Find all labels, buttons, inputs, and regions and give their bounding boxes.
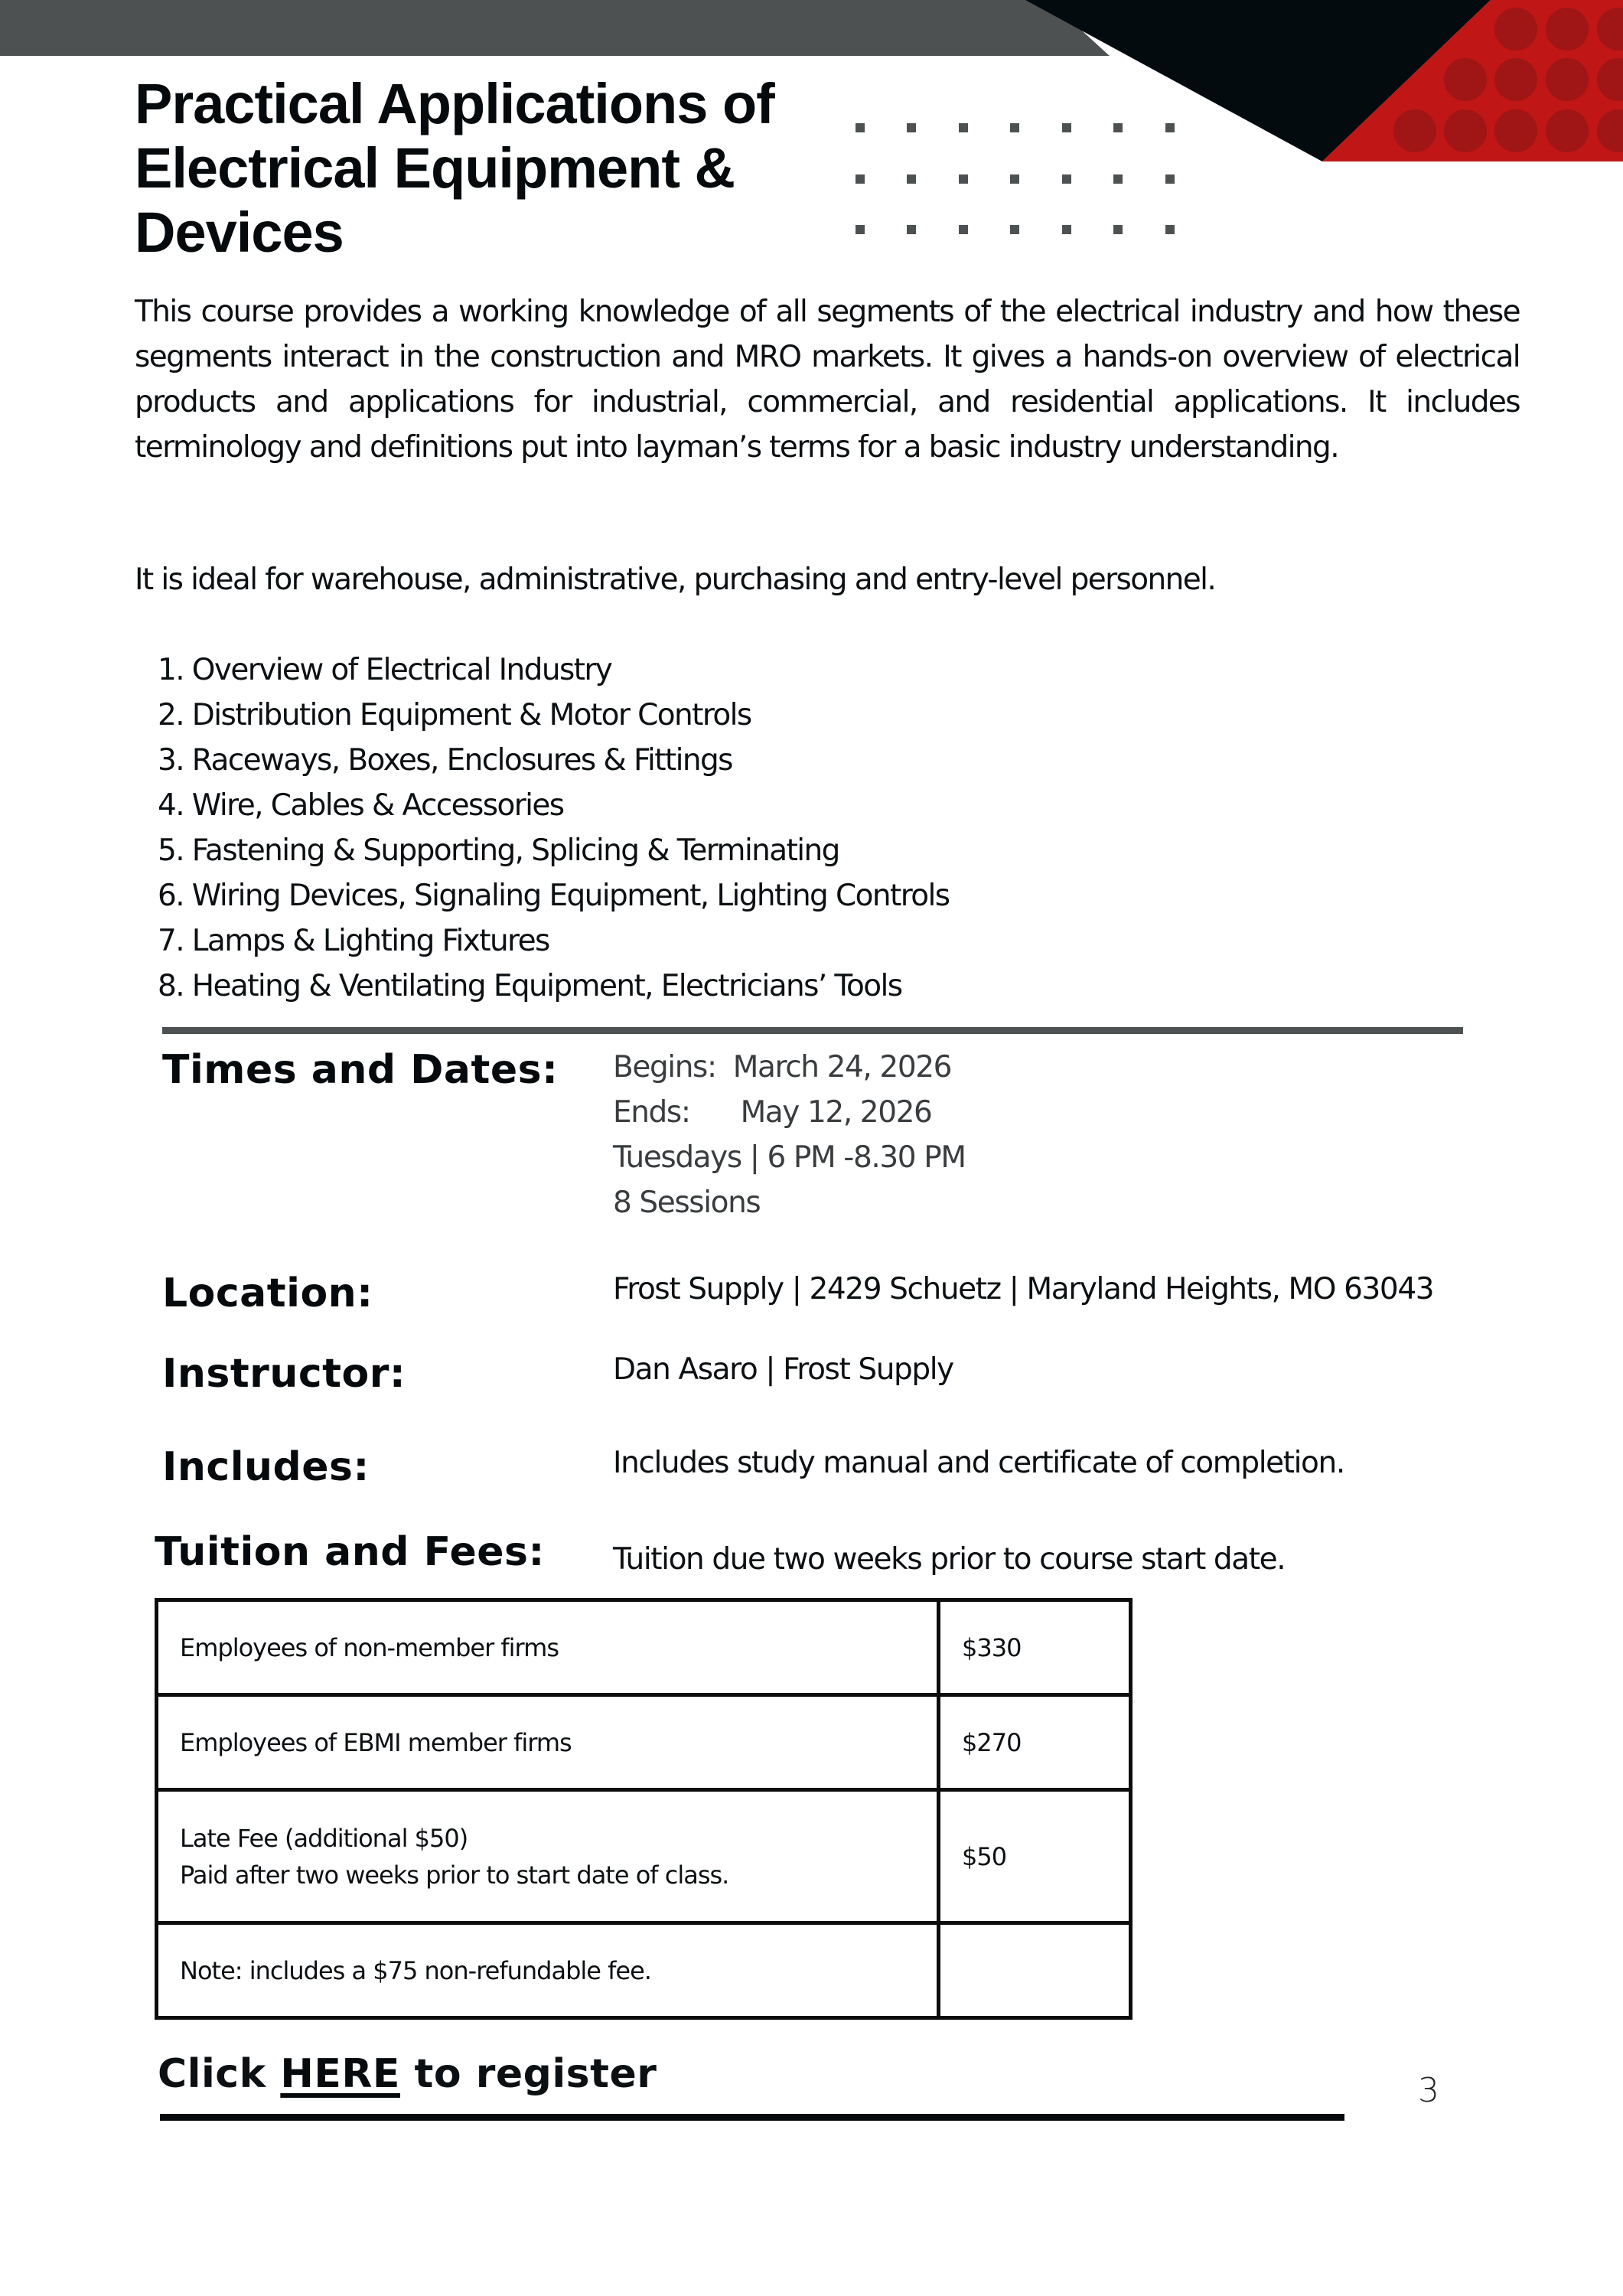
ends-label: Ends: bbox=[613, 1095, 690, 1130]
fee-amount bbox=[939, 1923, 1131, 2018]
title-line-1: Practical Applications of bbox=[135, 72, 774, 135]
includes-value: Includes study manual and certificate of completion. bbox=[613, 1446, 1344, 1480]
register-prefix: Click bbox=[158, 2051, 281, 2097]
tuition-value: Tuition due two weeks prior to course start date. bbox=[613, 1542, 1286, 1577]
title-line-3: Devices bbox=[135, 201, 344, 264]
table-row bbox=[157, 1923, 1131, 2018]
includes-label: Includes: bbox=[162, 1444, 370, 1490]
fee-note: Note: includes a $75 non-refundable fee. bbox=[157, 1923, 939, 2018]
tuition-label: Tuition and Fees: bbox=[155, 1529, 545, 1575]
sessions-count: 8 Sessions bbox=[613, 1186, 761, 1220]
module-item: 1. Overview of Electrical Industry bbox=[158, 653, 612, 687]
module-item: 6. Wiring Devices, Signaling Equipment, Lighting Controls bbox=[158, 879, 950, 913]
table-row bbox=[157, 1695, 1131, 1790]
module-item: 8. Heating & Ventilating Equipment, Electricians’ Tools bbox=[158, 969, 902, 1003]
location-value: Frost Supply | 2429 Schuetz | Maryland Heights, MO 63043 bbox=[613, 1272, 1434, 1306]
section-divider bbox=[162, 1027, 1463, 1034]
begins-label: Begins: bbox=[613, 1050, 716, 1084]
instructor-value: Dan Asaro | Frost Supply bbox=[613, 1352, 953, 1387]
module-item: 7. Lamps & Lighting Fixtures bbox=[158, 924, 549, 958]
late-fee-note: Paid after two weeks prior to start date of class. bbox=[180, 1860, 729, 1890]
fee-description bbox=[157, 1790, 939, 1923]
fee-description: Employees of EBMI member firms bbox=[157, 1695, 939, 1790]
table-row bbox=[157, 1600, 1131, 1695]
schedule: Tuesdays | 6 PM -8.30 PM bbox=[613, 1140, 966, 1175]
instructor-label: Instructor: bbox=[162, 1351, 406, 1397]
grey-band bbox=[0, 0, 1110, 56]
page-number: 3 bbox=[1418, 2071, 1439, 2110]
begins-row bbox=[613, 1045, 966, 1090]
ends-date: May 12, 2026 bbox=[740, 1095, 932, 1130]
course-description: This course provides a working knowledge of all segments of the electrical industry and how these segments interact in the construction and MRO markets. It gives a hands-on overview of electrical products and applications for industrial, commercial, and residential applications. It includes terminology and definitions put into layman’s terms for a basic industry understanding. bbox=[135, 295, 1520, 465]
times-dates-value bbox=[613, 1045, 966, 1225]
fee-amount: $330 bbox=[939, 1600, 1131, 1695]
table-row bbox=[157, 1790, 1131, 1923]
module-item: 5. Fastening & Supporting, Splicing & Terminating bbox=[158, 833, 839, 868]
register-link[interactable]: HERE bbox=[280, 2051, 400, 2097]
module-item: 3. Raceways, Boxes, Enclosures & Fittings bbox=[158, 743, 732, 778]
module-item: 4. Wire, Cables & Accessories bbox=[158, 788, 564, 823]
fee-amount: $270 bbox=[939, 1695, 1131, 1790]
decorative-dot-grid bbox=[855, 123, 1185, 238]
location-label: Location: bbox=[162, 1270, 373, 1316]
fees-table bbox=[155, 1598, 1133, 2020]
fee-description: Employees of non-member firms bbox=[157, 1600, 939, 1695]
module-item: 2. Distribution Equipment & Motor Controls bbox=[158, 698, 751, 732]
course-modules-list bbox=[158, 647, 950, 1009]
register-cta bbox=[158, 2051, 657, 2097]
begins-date: March 24, 2026 bbox=[732, 1050, 952, 1084]
register-underline-rule bbox=[160, 2114, 1344, 2121]
page-title bbox=[135, 72, 900, 265]
target-audience: It is ideal for warehouse, administrative, purchasing and entry-level personnel. bbox=[135, 563, 1216, 597]
late-fee-title: Late Fee (additional $50) bbox=[180, 1823, 468, 1853]
times-dates-label: Times and Dates: bbox=[162, 1047, 559, 1093]
ends-row bbox=[613, 1090, 966, 1135]
register-suffix: to register bbox=[399, 2051, 657, 2097]
title-line-2: Electrical Equipment & bbox=[135, 136, 735, 200]
fee-amount: $50 bbox=[939, 1790, 1131, 1923]
